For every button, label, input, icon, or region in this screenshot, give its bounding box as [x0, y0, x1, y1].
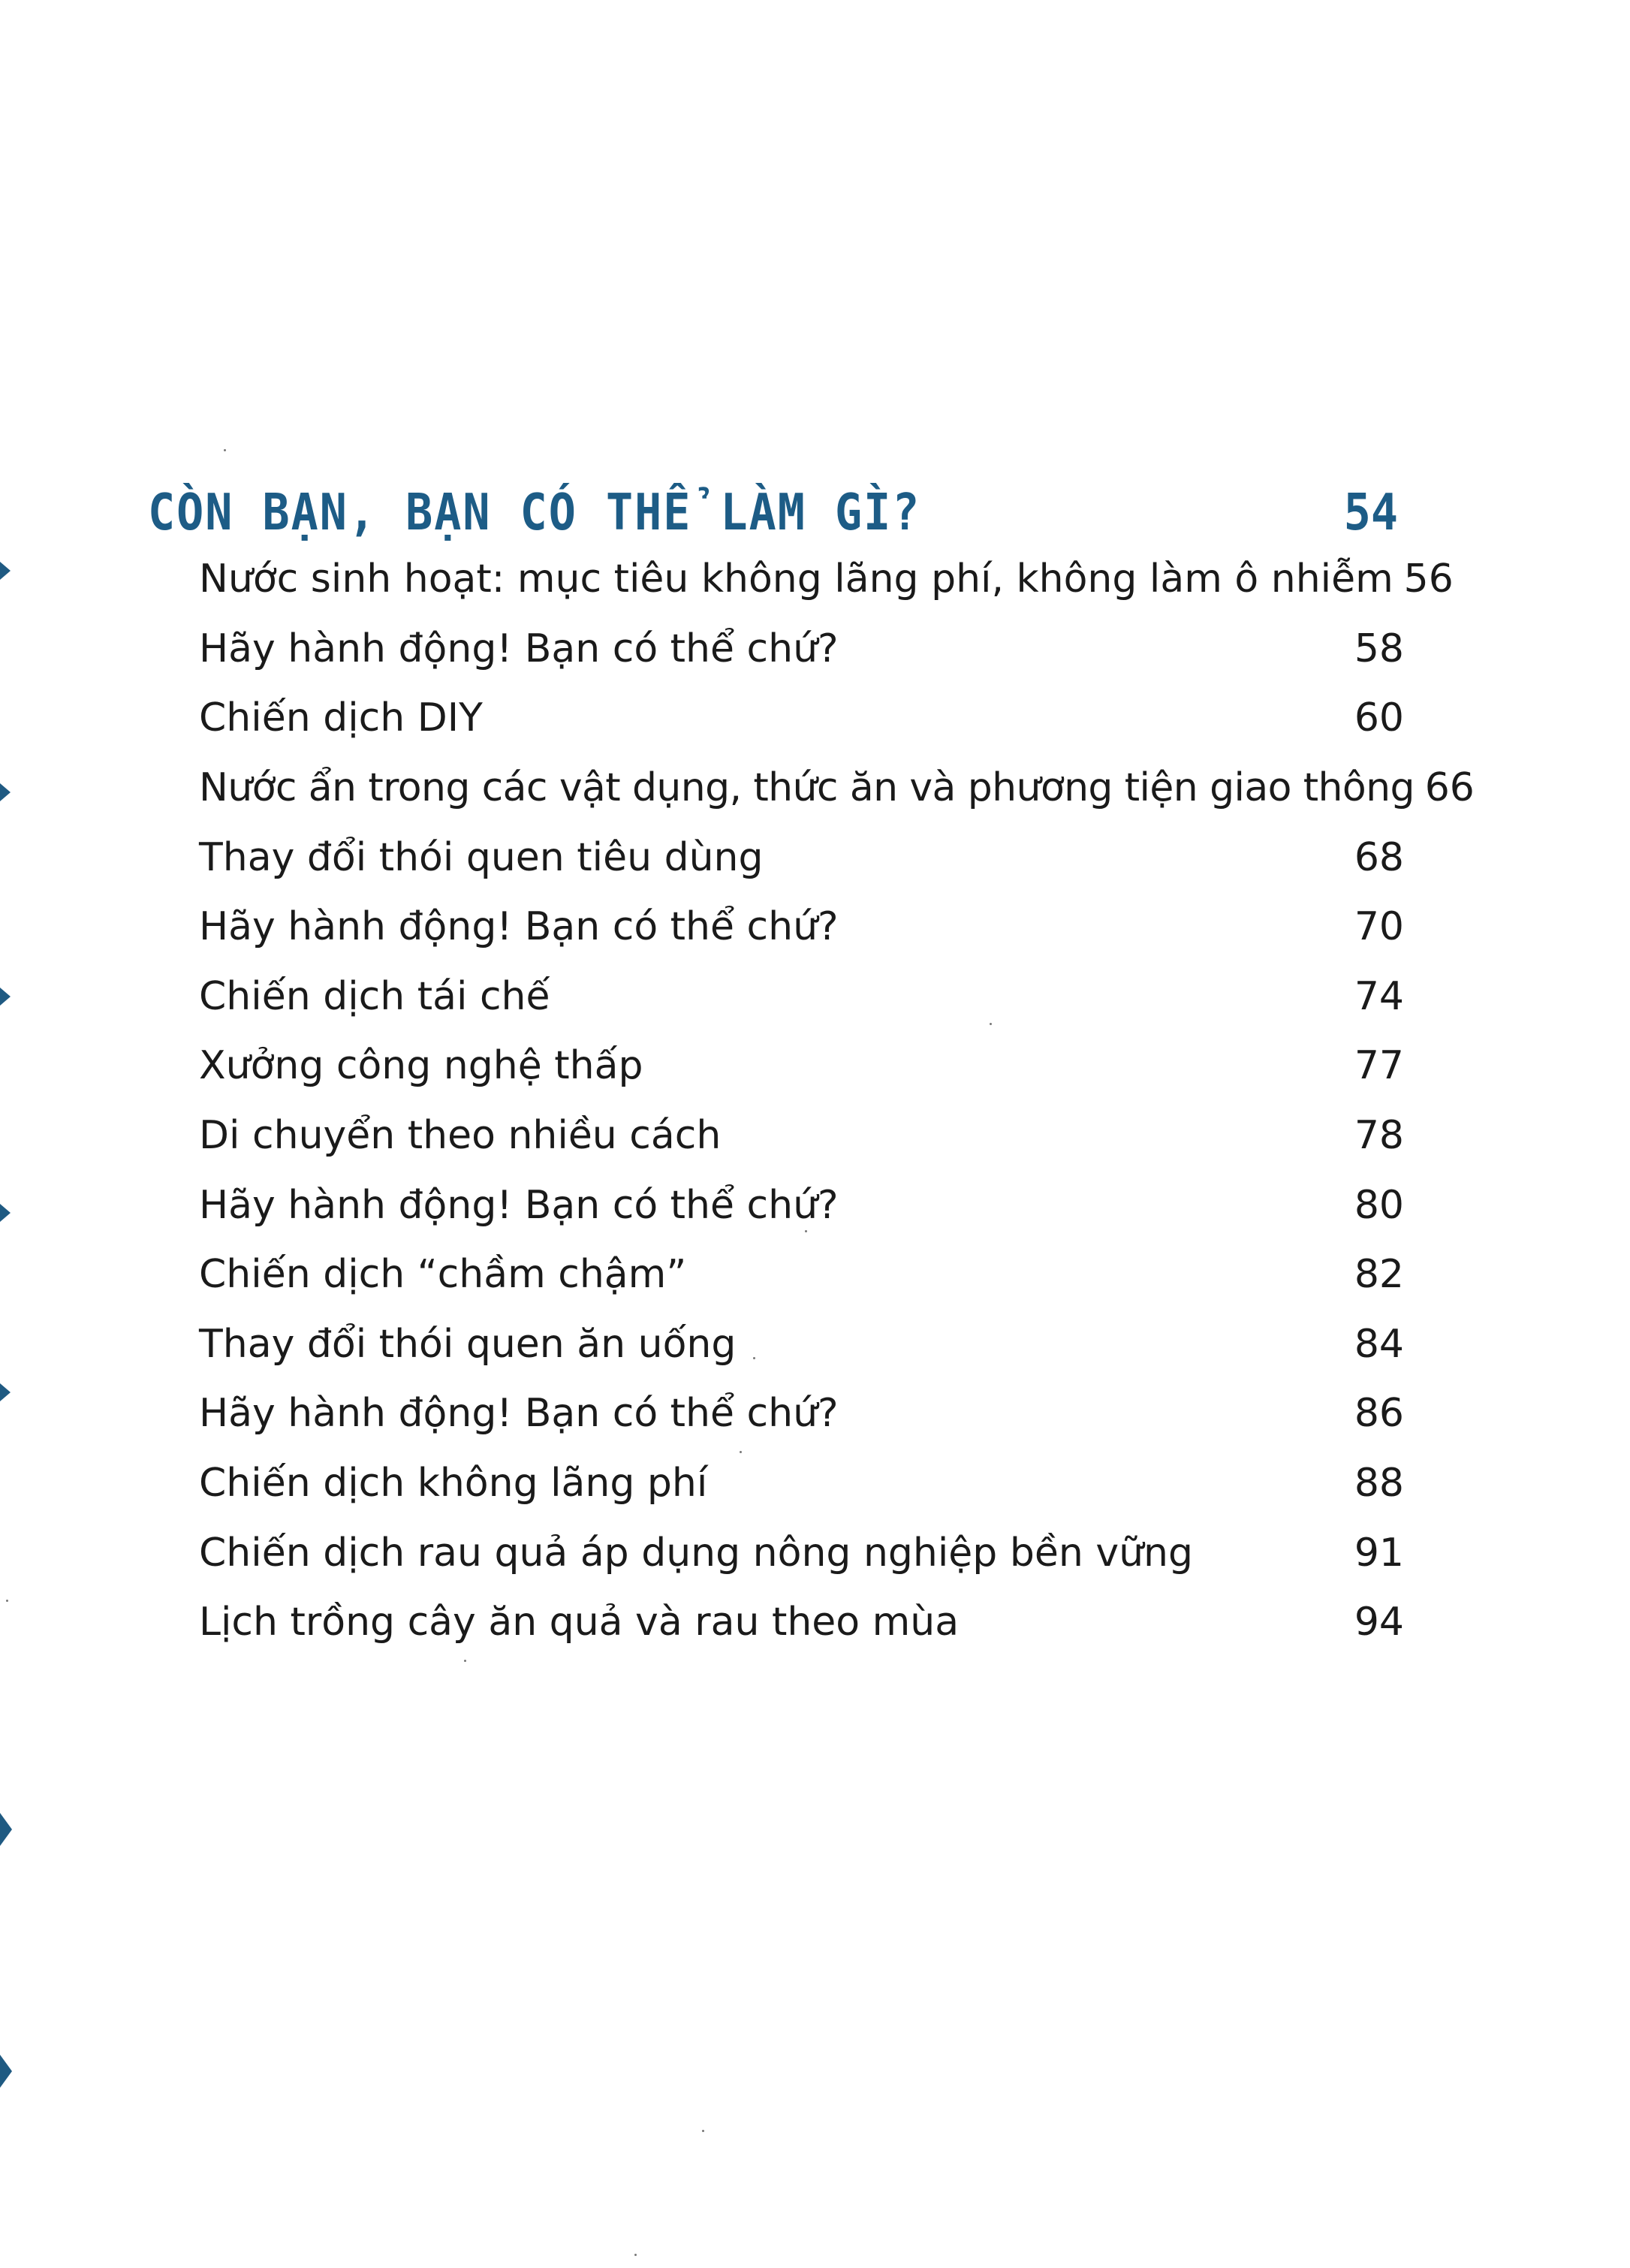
scan-speck: [634, 2254, 637, 2256]
edge-marker-icon: [0, 562, 11, 580]
toc-entry-page: 84: [1354, 1321, 1404, 1367]
toc-entry-label: Di chuyển theo nhiều cách: [199, 1113, 722, 1159]
toc-entry-label: Lịch trồng cây ăn quả và rau theo mùa: [199, 1600, 960, 1645]
scan-speck: [6, 1600, 8, 1602]
toc-list: [199, 544, 1475, 1657]
section-title: CÒN BẠN, BẠN CÓ THỂ LÀM GÌ?: [148, 483, 921, 542]
toc-entry-label: Hãy hành động! Bạn có thể chứ?: [199, 904, 839, 950]
toc-entry: [199, 1170, 1404, 1240]
toc-entry-page: 91: [1354, 1530, 1404, 1576]
toc-entry-label: Chiến dịch DIY: [199, 695, 483, 741]
toc-entry: [199, 614, 1404, 684]
toc-entry: [199, 753, 1475, 823]
toc-entry: [199, 1310, 1404, 1380]
toc-entry: [199, 1379, 1404, 1449]
toc-entry: [199, 962, 1404, 1032]
toc-entry-page: 82: [1354, 1252, 1404, 1298]
toc-entry: [199, 1031, 1404, 1101]
edge-marker-icon: [0, 2055, 12, 2088]
scan-speck: [702, 2130, 704, 2132]
toc-entry: [199, 1518, 1404, 1588]
toc-entry-page: 60: [1354, 695, 1404, 741]
edge-marker-icon: [0, 1383, 11, 1401]
scan-speck: [464, 1660, 466, 1662]
edge-marker-icon: [0, 783, 11, 801]
toc-entry-page: 86: [1354, 1391, 1404, 1437]
toc-entry-label: Nước sinh hoạt: mục tiêu không lãng phí, không làm ô nhiễm: [199, 556, 1393, 602]
edge-marker-icon: [0, 988, 11, 1006]
toc-entry-page: 88: [1354, 1461, 1404, 1506]
toc-entry-label: Thay đổi thói quen tiêu dùng: [199, 834, 764, 880]
toc-entry-page: 56: [1403, 556, 1454, 602]
section-heading: [148, 467, 1398, 542]
toc-entry-label: Hãy hành động! Bạn có thể chứ?: [199, 1182, 839, 1228]
toc-entry-page: 77: [1354, 1043, 1404, 1089]
toc-entry-label: Xưởng công nghệ thấp: [199, 1043, 643, 1089]
toc-entry-label: Nước ẩn trong các vật dụng, thức ăn và phương tiện giao thông: [199, 765, 1415, 811]
toc-entry-label: Hãy hành động! Bạn có thể chứ?: [199, 1391, 839, 1437]
toc-entry-label: Chiến dịch rau quả áp dụng nông nghiệp bền vững: [199, 1530, 1194, 1576]
toc-entry-label: Chiến dịch không lãng phí: [199, 1461, 708, 1506]
toc-entry-label: Hãy hành động! Bạn có thể chứ?: [199, 626, 839, 671]
edge-marker-icon: [0, 1204, 11, 1222]
toc-entry: [199, 683, 1404, 753]
toc-entry: [199, 1101, 1404, 1171]
toc-entry-label: Thay đổi thói quen ăn uống: [199, 1321, 737, 1367]
toc-entry-page: 78: [1354, 1113, 1404, 1159]
edge-marker-icon: [0, 1813, 12, 1846]
scan-speck: [224, 449, 226, 451]
toc-entry: [199, 822, 1404, 892]
toc-entry-page: 74: [1354, 973, 1404, 1019]
toc-entry: [199, 544, 1454, 614]
toc-entry-label: Chiến dịch “chầm chậm”: [199, 1252, 687, 1298]
toc-entry: [199, 1588, 1404, 1657]
toc-entry-page: 80: [1354, 1182, 1404, 1228]
toc-entry-page: 94: [1354, 1600, 1404, 1645]
toc-entry-label: Chiến dịch tái chế: [199, 973, 550, 1019]
toc-entry-page: 58: [1354, 626, 1404, 671]
toc-entry-page: 70: [1354, 904, 1404, 950]
toc-entry: [199, 1240, 1404, 1310]
toc-entry-page: 66: [1424, 765, 1475, 811]
toc-entry: [199, 892, 1404, 962]
toc-entry-page: 68: [1354, 834, 1404, 880]
section-page-number: 54: [1343, 483, 1398, 542]
toc-entry: [199, 1449, 1404, 1519]
